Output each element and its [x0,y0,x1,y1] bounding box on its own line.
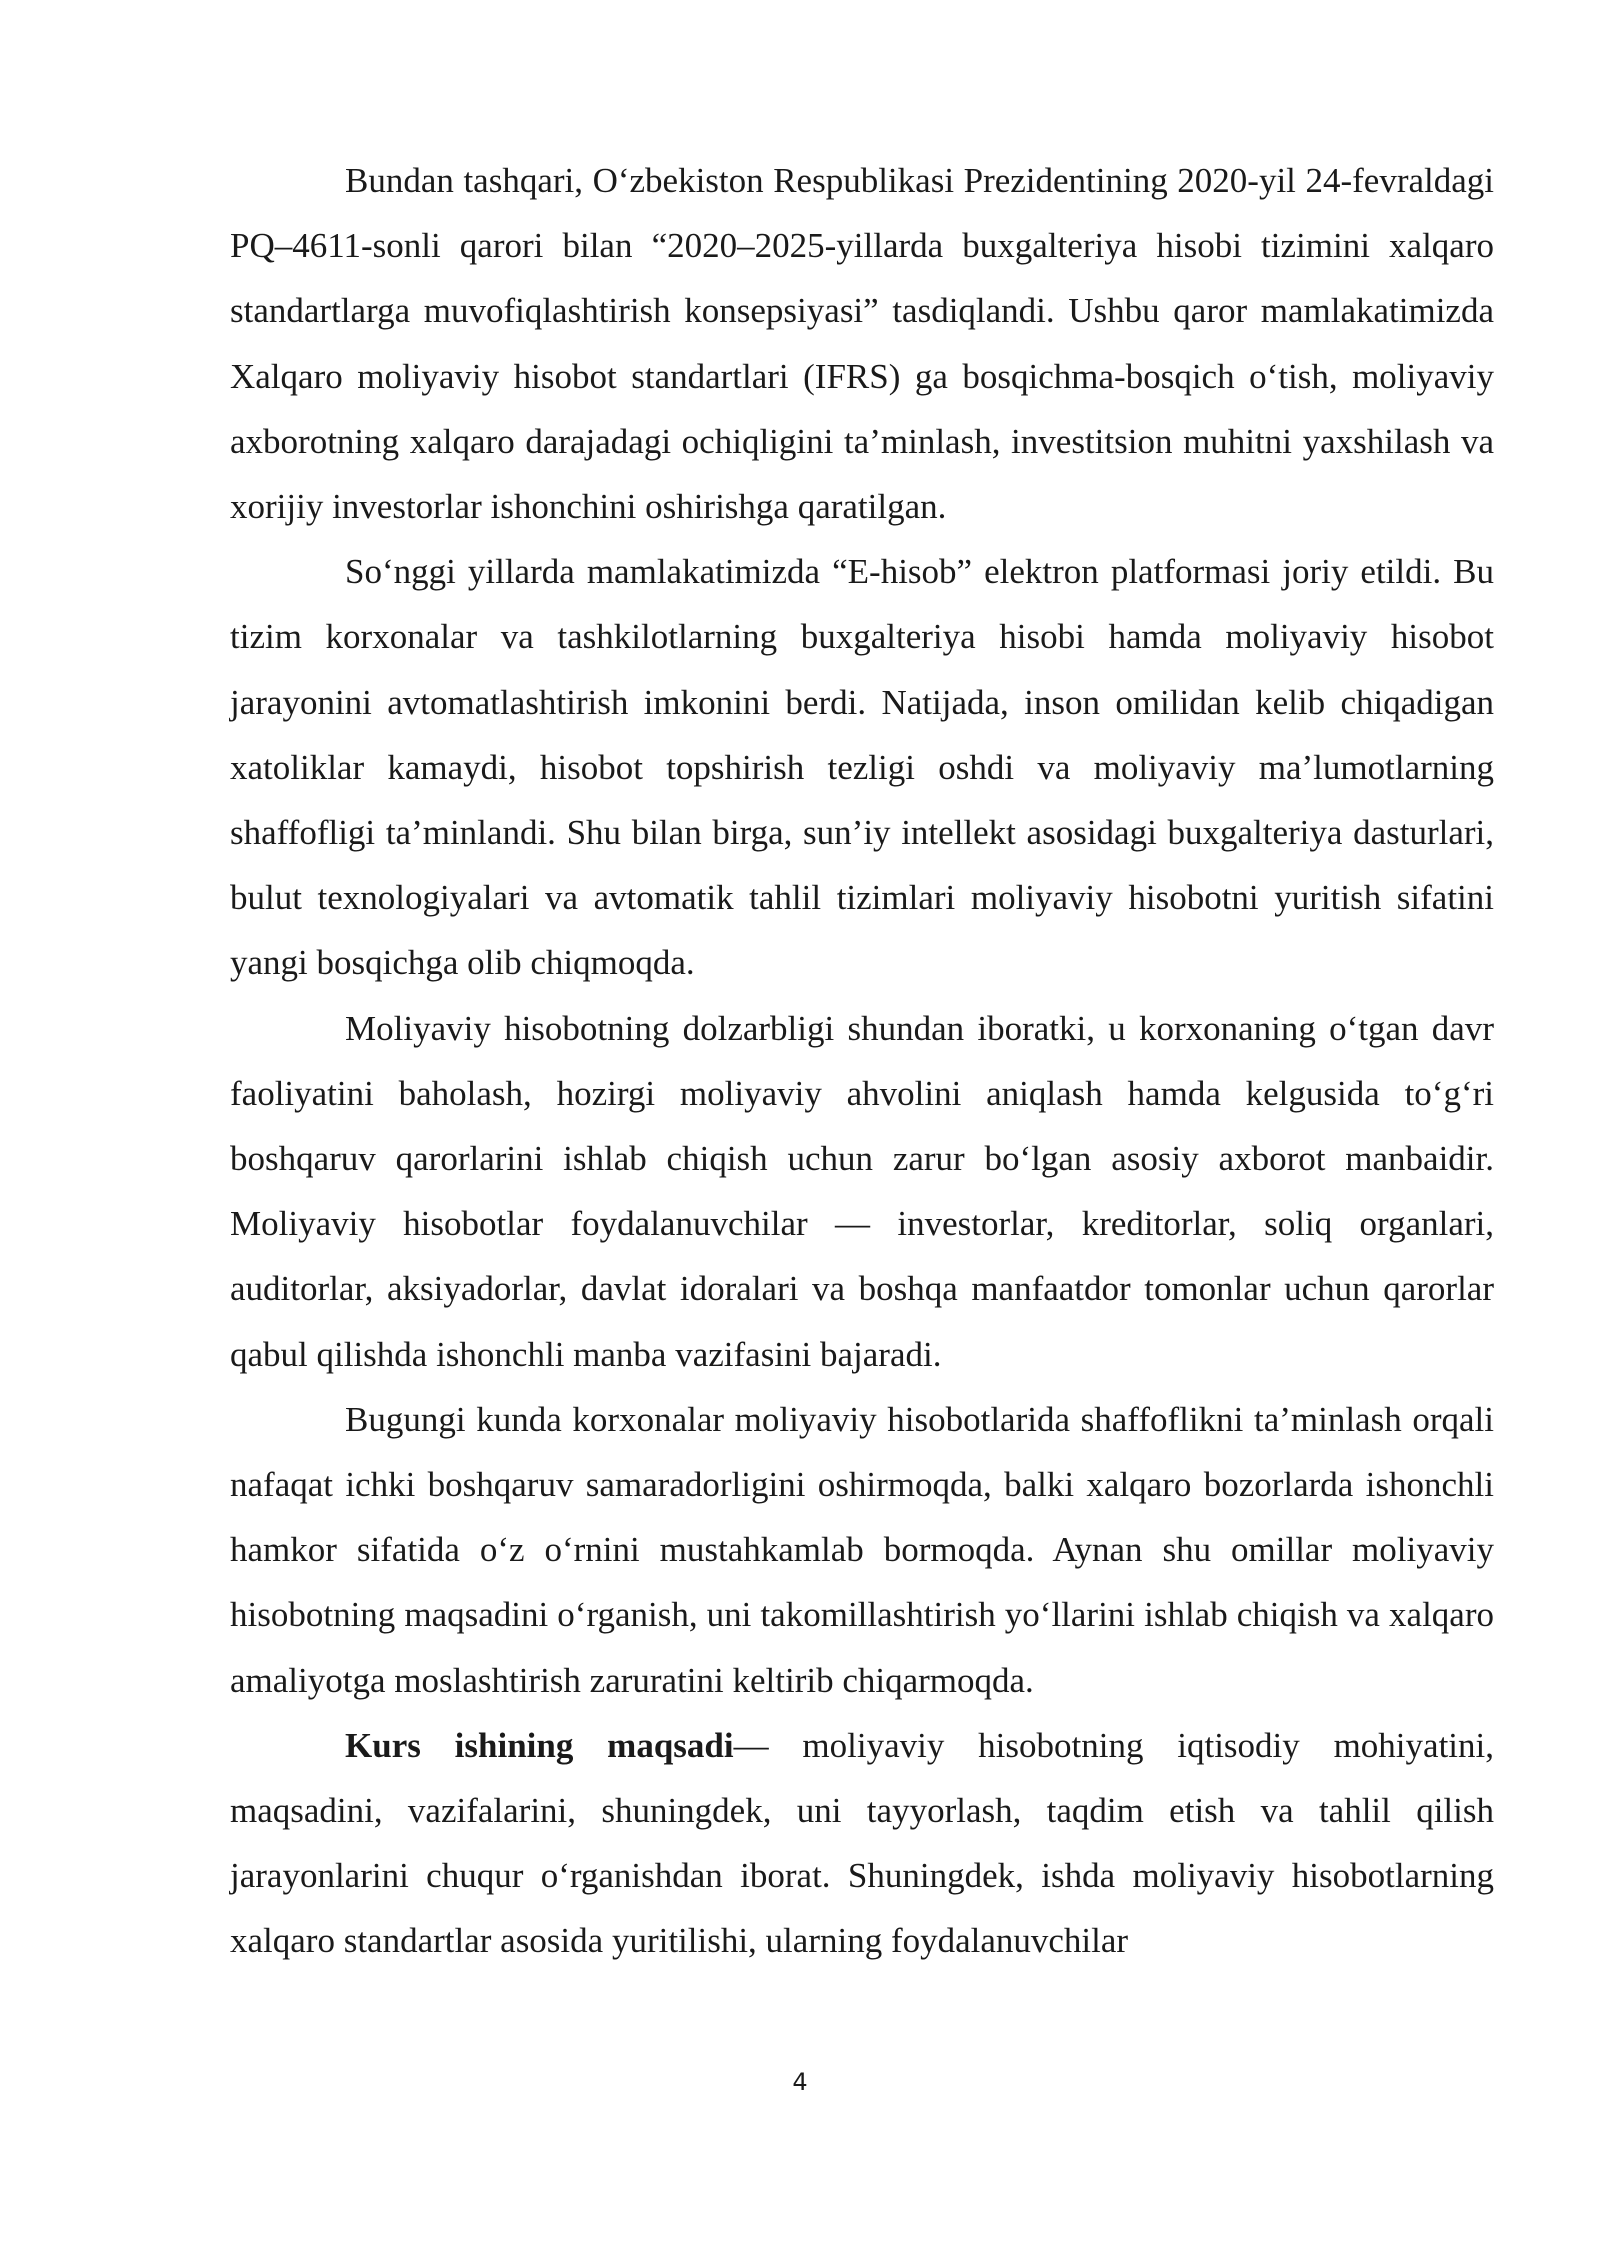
page-number: 4 [792,2068,808,2096]
paragraph-relevance: Moliyaviy hisobotning dolzarbligi shundan iboratki, u korxonaning o‘tgan davr faoliyatini baholash, hozirgi moliyaviy ahvolini aniqlash hamda kelgusida to‘g‘ri boshqaruv qarorlarini ishlab chiqish uchun zarur bo‘lgan asosiy axborot manbaidir. Moliyaviy hisobotlar foydalanuvchilar — investorlar, kreditorlar, soliq organlari, auditorlar, aksiyadorlar, davlat idoralari va boshqa manfaatdor tomonlar uchun qarorlar qabul qilishda ishonchli manba vazifasini bajaradi. [230,1008,1494,1374]
paragraph-course-goal [230,1713,1494,1974]
course-goal-text: — moliyaviy hisobotning iqtisodiy mohiyatini, maqsadini, vazifalarini, shuningdek, uni tayyorlash, taqdim etish va tahlil qilish jarayonlarini chuqur o‘rganishdan iborat. Shuningdek, ishda moliyaviy hisobotlarning xalqaro standartlar asosida yuritilishi, ularning foydalanuvchilar [230,1725,1494,1961]
paragraph-e-hisob: So‘nggi yillarda mamlakatimizda “E-hisob” elektron platformasi joriy etildi. Bu tizim korxonalar va tashkilotlarning buxgalteriya hisobi hamda moliyaviy hisobot jarayonini avtomatlashtirish imkonini berdi. Natijada, inson omilidan kelib chiqadigan xatoliklar kamaydi, hisobot topshirish tezligi oshdi va moliyaviy ma’lumotlarning shaffofligi ta’minlandi. Shu bilan birga, sun’iy intellekt asosidagi buxgalteriya dasturlari, bulut texnologiyalari va avtomatik tahlil tizimlari moliyaviy hisobotni yuritish sifatini yangi bosqichga olib chiqmoqda. [230,552,1494,983]
paragraph-transparency: Bugungi kunda korxonalar moliyaviy hisobotlarida shaffoflikni ta’minlash orqali nafaqat ichki boshqaruv samaradorligini oshirmoqda, balki xalqaro bozorlarda ishonchli hamkor sifatida o‘z o‘rnini mustahkamlab bormoqda. Aynan shu omillar moliyaviy hisobotning maqsadini o‘rganish, uni takomillashtirish yo‘llarini ishlab chiqish va xalqaro amaliyotga moslashtirish zaruratini keltirib chiqarmoqda. [230,1399,1494,1700]
paragraph-ifrs-decree: Bundan tashqari, O‘zbekiston Respublikasi Prezidentining 2020-yil 24-fevraldagi PQ–4611-sonli qarori bilan “2020–2025-yillarda buxgalteriya hisobi tizimini xalqaro standartlarga muvofiqlashtirish konsepsiyasi” tasdiqlandi. Ushbu qaror mamlakatimizda Xalqaro moliyaviy hisobot standartlari (IFRS) ga bosqichma-bosqich o‘tish, moliyaviy axborotning xalqaro darajadagi ochiqligini ta’minlash, investitsion muhitni yaxshilash va xorijiy investorlar ishonchini oshirishga qaratilgan. [230,161,1494,527]
course-goal-label: Kurs ishining maqsadi [345,1725,734,1765]
body-text [230,148,1494,1974]
